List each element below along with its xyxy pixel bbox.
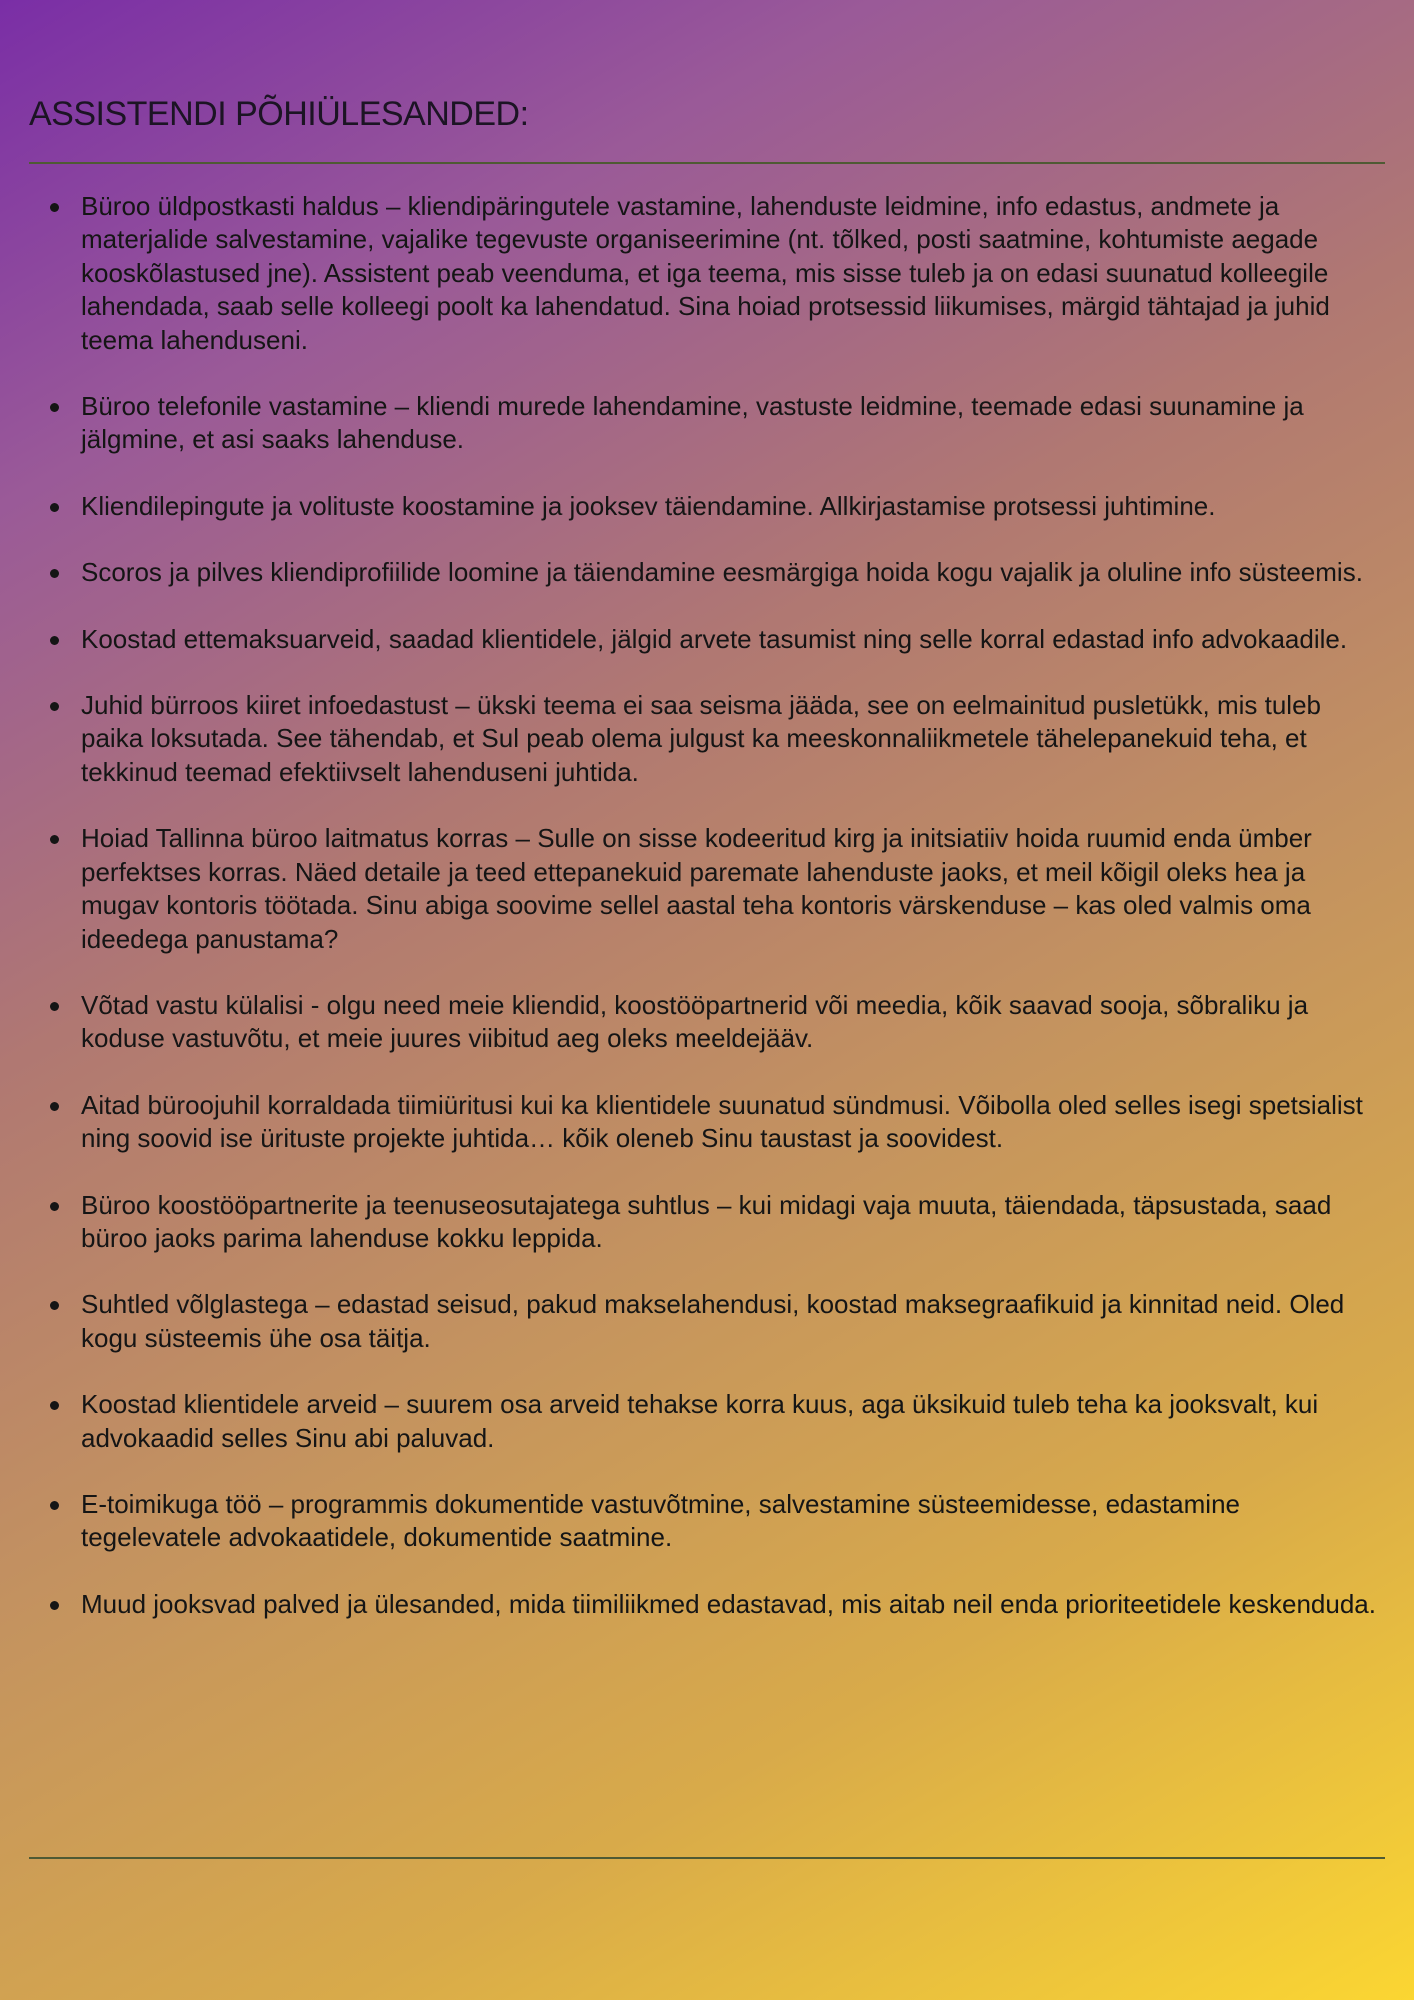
bullet-icon — [50, 203, 59, 212]
duty-text: Büroo üldpostkasti haldus – kliendipäringutele vastamine, lahenduste leidmine, info edastus, andmete ja materjalide salvestamine, vajalike tegevuste organiseerimine (nt. tõlked, posti saatmine, kohtumiste aegade kooskõlastused jne). Assistent peab veenduma, et iga teema, mis sisse tuleb ja on edasi suunatud kolleegile lahendada, saab selle kolleegi poolt ka lahendatud. Sina hoiad protsessid liikumises, märgid tähtajad ja juhid teema lahenduseni. — [81, 191, 1330, 355]
bullet-icon — [50, 702, 59, 711]
duty-text: Koostad klientidele arveid – suurem osa arveid tehakse korra kuus, aga üksikuid tuleb teha ka jooksvalt, kui advokaadid selles Sinu abi paluvad. — [81, 1389, 1319, 1453]
bottom-divider — [29, 1857, 1385, 1859]
duty-text: Büroo telefonile vastamine – kliendi murede lahendamine, vastuste leidmine, teemade edasi suunamine ja jälgmine, et asi saaks lahenduse. — [81, 391, 1304, 455]
list-item — [29, 989, 1385, 1056]
list-item — [29, 1488, 1385, 1555]
duty-text: E-toimikuga töö – programmis dokumentide vastuvõtmine, salvestamine süsteemidesse, edastamine tegelevatele advokaatidele, dokumentide saatmine. — [81, 1488, 1240, 1553]
bullet-icon — [50, 1401, 59, 1410]
duty-text: Koostad ettemaksuarveid, saadad klientidele, jälgid arvete tasumist ning selle korral edastad info advokaadile. — [81, 623, 1348, 654]
list-item — [29, 1089, 1385, 1156]
bullet-icon — [50, 1501, 59, 1510]
duty-text: Büroo koostööpartnerite ja teenuseosutajatega suhtlus – kui midagi vaja muuta, täiendada, täpsustada, saad büroo jaoks parima lahenduse kokku leppida. — [81, 1189, 1332, 1253]
duty-text: Suhtled võlglastega – edastad seisud, pakud makselahendusi, koostad maksegraafikuid ja kinnitad neid. Oled kogu süsteemis ühe osa täitja. — [81, 1289, 1345, 1353]
duty-text: Kliendilepingute ja volituste koostamine ja jooksev täiendamine. Allkirjastamise protsessi juhtimine. — [81, 490, 1216, 521]
list-item — [29, 1388, 1385, 1455]
duty-text: Muud jooksvad palved ja ülesanded, mida tiimiliikmed edastavad, mis aitab neil enda prioriteetidele keskenduda. — [81, 1588, 1376, 1619]
duty-text: Võtad vastu külalisi - olgu need meie kliendid, koostööpartnerid või meedia, kõik saavad sooja, sõbraliku ja koduse vastuvõtu, et meie juures viibitud aeg oleks meeldejääv. — [81, 989, 1309, 1054]
bullet-icon — [50, 1601, 59, 1610]
duty-text: Aitad büroojuhil korraldada tiimiüritusi kui ka klientidele suunatud sündmusi. Võibolla oled selles isegi spetsialist ning soovid ise ürituste projekte juhtida… kõik oleneb Sinu taustast ja soovidest. — [81, 1089, 1363, 1154]
document-content — [29, 88, 1385, 1654]
bullet-icon — [50, 503, 59, 512]
top-divider — [29, 162, 1385, 164]
list-item — [29, 1189, 1385, 1256]
duties-list — [29, 190, 1385, 1621]
list-item — [29, 689, 1385, 789]
bullet-icon — [50, 1202, 59, 1211]
list-item — [29, 390, 1385, 457]
duty-text: Hoiad Tallinna büroo laitmatus korras – Sulle on sisse kodeeritud kirg ja initsiatiiv hoida ruumid enda ümber perfektses korras. Näed detaile ja teed ettepanekuid paremate lahenduste jaoks, et meil kõigil oleks hea ja mugav kontoris töötada. Sinu abiga soovime sellel aastal teha kontoris värskenduse – kas oled valmis oma ideedega panustama? — [81, 823, 1312, 954]
duty-text: Juhid bürroos kiiret infoedastust – ükski teema ei saa seisma jääda, see on eelmainitud pusletükk, mis tuleb paika loksutada. See tähendab, et Sul peab olema julgust ka meeskonnaliikmetele tähelepanekuid teha, et tekkinud teemad efektiivselt lahenduseni juhtida. — [81, 690, 1321, 787]
bullet-icon — [50, 835, 59, 844]
bullet-icon — [50, 636, 59, 645]
list-item — [29, 822, 1385, 956]
bullet-icon — [50, 1002, 59, 1011]
list-item — [29, 490, 1385, 523]
bullet-icon — [50, 569, 59, 578]
list-item — [29, 1588, 1385, 1621]
list-item — [29, 190, 1385, 357]
bullet-icon — [50, 1102, 59, 1111]
bullet-icon — [50, 1301, 59, 1310]
list-item — [29, 623, 1385, 656]
list-item — [29, 556, 1385, 589]
page-title: ASSISTENDI PÕHIÜLESANDED: — [29, 95, 529, 133]
bullet-icon — [50, 403, 59, 412]
list-item — [29, 1288, 1385, 1355]
duty-text: Scoros ja pilves kliendiprofiilide loomine ja täiendamine eesmärgiga hoida kogu vajalik ja oluline info süsteemis. — [81, 557, 1363, 588]
